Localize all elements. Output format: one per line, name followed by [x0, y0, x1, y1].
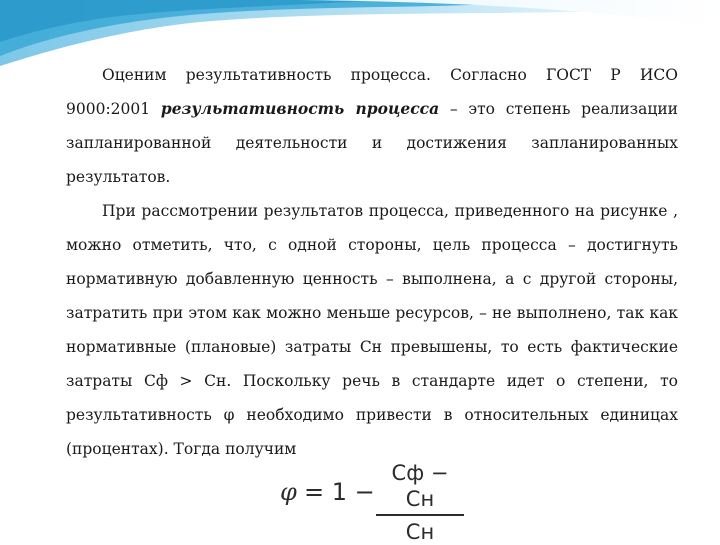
document-body: [66, 58, 678, 466]
term-process-effectiveness: результативность процесса: [160, 99, 440, 118]
fraction-bar: [376, 514, 464, 516]
formula-denominator: Сн: [405, 520, 435, 544]
formula-fraction: [376, 460, 464, 545]
formula-numerator: Сф − Сн: [391, 461, 449, 511]
formula-equals-one-minus: = 1 −: [304, 478, 375, 506]
paragraph-1-start: Оценим результативность процесса. Согласно ГОСТ Р ИСО 9000:2001: [66, 66, 678, 118]
formula-phi: φ: [280, 478, 297, 506]
paragraph-analysis: При рассмотрении результатов процесса, приведенного на рисунке , можно отметить, что, с одной стороны, цель процесса – достигнуть нормативную добавленную ценность – выполнена, а с другой стороны, затратить при этом как можно меньше ресурсов, – не выполнено, так как нормативные (плановые) затраты Сн превышены, то есть фактические затраты Сф > Сн. Поскольку речь в стандарте идет о степени, то результативность φ необходимо привести в относительных единицах (процентах). Тогда получим: [66, 202, 678, 458]
paragraph-1-end: – это степень реализации запланированной деятельности и достижения запланированных результатов.: [66, 100, 678, 186]
effectiveness-formula: [280, 460, 480, 544]
paragraph-definition: [66, 58, 678, 194]
